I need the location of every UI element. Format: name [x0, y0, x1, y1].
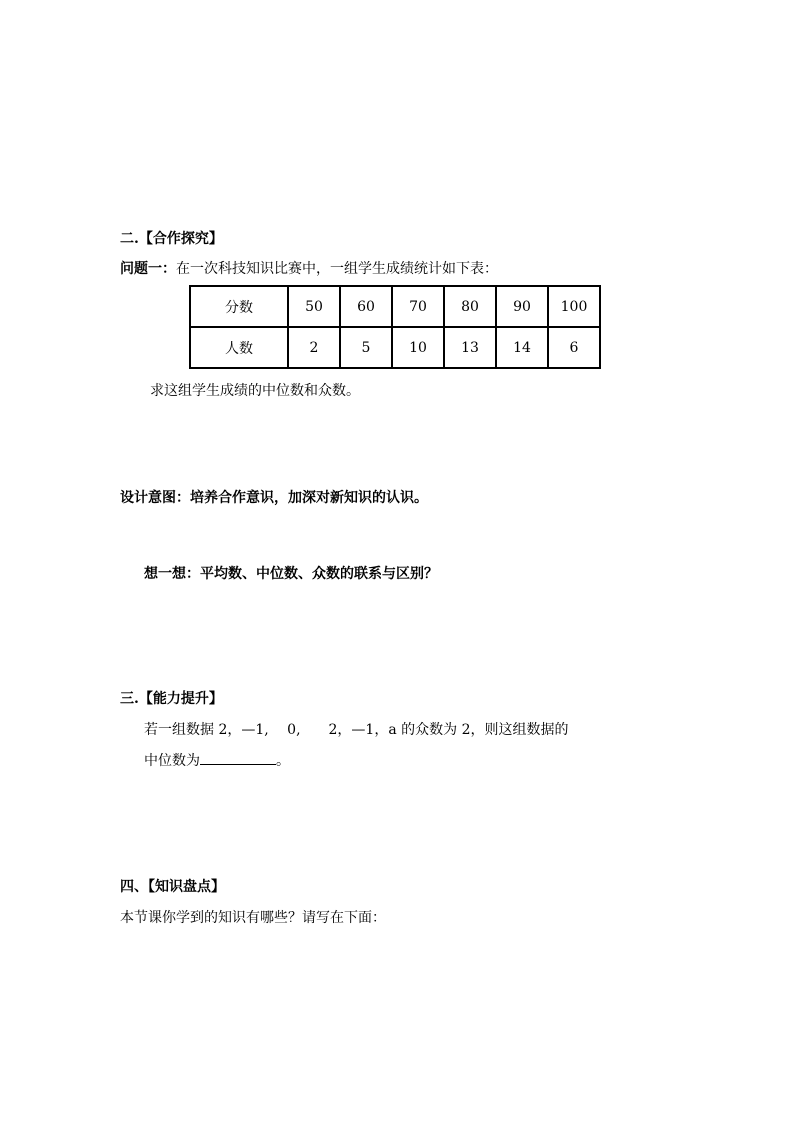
table-cell: 70: [392, 286, 444, 327]
table-cell: 90: [496, 286, 548, 327]
table-cell: 14: [496, 327, 548, 368]
think-prompt: 想一想：平均数、中位数、众数的联系与区别？: [144, 566, 438, 582]
exercise-suffix: 。: [276, 753, 290, 769]
problem-label: 问题一：: [120, 261, 176, 277]
row-header-count: 人数: [190, 327, 288, 368]
row-header-score: 分数: [190, 286, 288, 327]
problem-text: 在一次科技知识比赛中，一组学生成绩统计如下表：: [176, 261, 498, 277]
score-table: [189, 285, 601, 369]
problem-one-line: [120, 258, 498, 278]
table-row: [190, 327, 600, 368]
table-cell: 13: [444, 327, 496, 368]
knowledge-review-prompt: 本节课你学到的知识有哪些？请写在下面：: [120, 910, 386, 926]
table-cell: 2: [288, 327, 340, 368]
exercise-line-1: 若一组数据 2，—1, 0, 2，—1，a 的众数为 2，则这组数据的: [144, 722, 569, 738]
table-cell: 6: [548, 327, 600, 368]
table-cell: 50: [288, 286, 340, 327]
table-cell: 100: [548, 286, 600, 327]
design-intent: 设计意图：培养合作意识，加深对新知识的认识。: [120, 490, 428, 506]
exercise-line-2: [144, 750, 290, 770]
table-cell: 80: [444, 286, 496, 327]
exercise-prefix: 中位数为: [144, 753, 200, 769]
table-row: [190, 286, 600, 327]
section-heading-cooperative-inquiry: 二.【合作探究】: [120, 231, 223, 247]
question-median-mode: 求这组学生成绩的中位数和众数。: [150, 383, 360, 399]
answer-blank[interactable]: [200, 752, 276, 765]
section-heading-knowledge-review: 四、【知识盘点】: [120, 879, 225, 895]
table-cell: 5: [340, 327, 392, 368]
table-cell: 60: [340, 286, 392, 327]
table-cell: 10: [392, 327, 444, 368]
section-heading-ability-improvement: 三.【能力提升】: [120, 691, 223, 707]
